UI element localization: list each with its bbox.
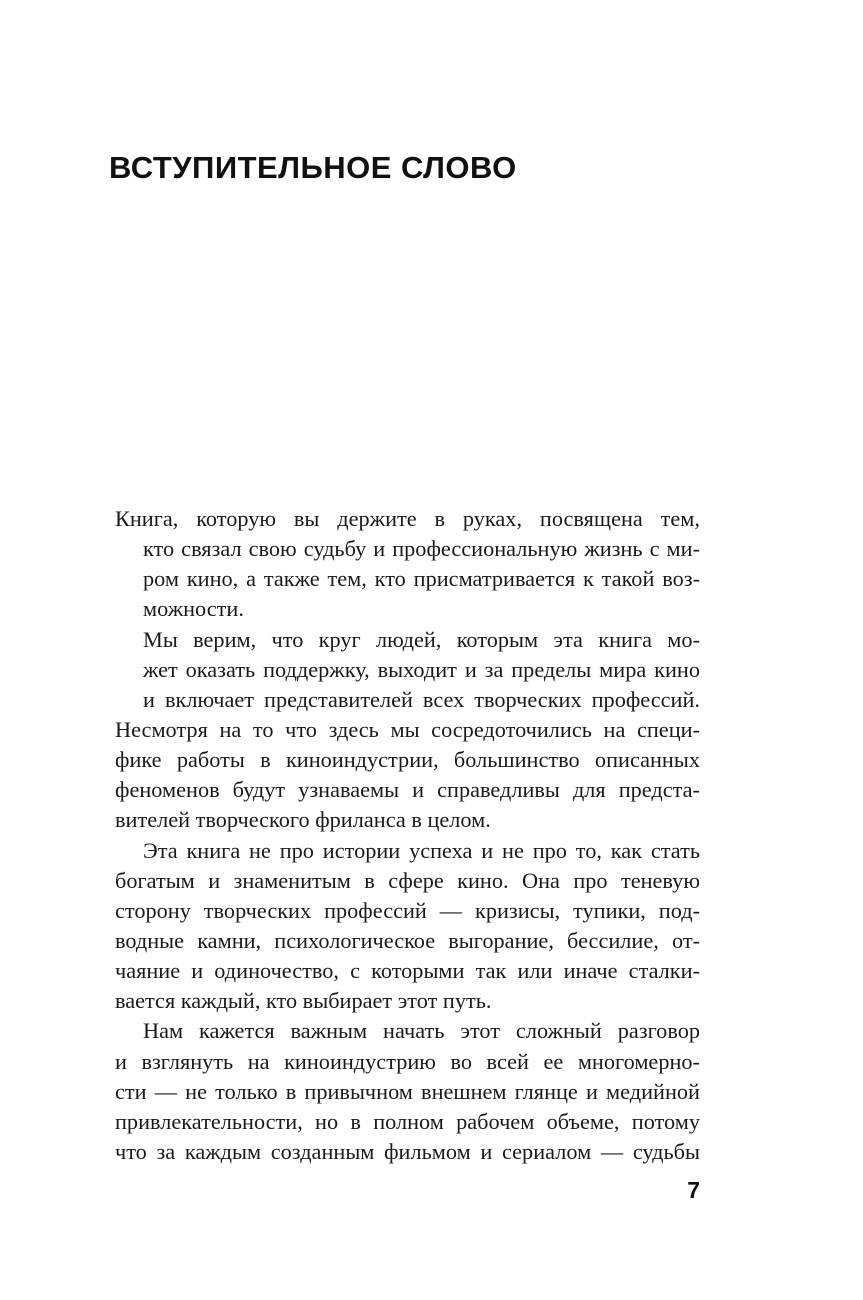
text-line: чаяние и одиночество, с которыми так или иначе сталки- bbox=[115, 958, 700, 984]
text-line: Мы верим, что круг людей, которым эта книга мо- bbox=[143, 626, 700, 652]
text-line: и взглянуть на киноиндустрию во всей ее многомерно- bbox=[115, 1048, 700, 1074]
text-line: привлекательности, но в полном рабочем объеме, потому bbox=[115, 1108, 700, 1134]
chapter-title: ВСТУПИТЕЛЬНОЕ СЛОВО bbox=[109, 150, 517, 185]
text-line: Нам кажется важным начать этот сложный разговор bbox=[143, 1018, 700, 1044]
text-line: сти — не только в привычном внешнем глянце и медийной bbox=[115, 1078, 700, 1104]
text-line: Несмотря на то что здесь мы сосредоточились на специ- bbox=[115, 716, 700, 742]
text-line: феноменов будут узнаваемы и справедливы для предста- bbox=[115, 777, 700, 803]
text-line: фике работы в киноиндустрии, большинство описанных bbox=[115, 747, 700, 773]
text-line: и включает представителей всех творческих профессий. bbox=[143, 686, 700, 712]
text-line: Книга, которую вы держите в руках, посвящена тем, bbox=[115, 506, 700, 531]
text-line: можности. bbox=[143, 596, 244, 622]
body-text bbox=[115, 504, 700, 1167]
page-number: 7 bbox=[687, 1177, 700, 1203]
text-line: вителей творческого фриланса в целом. bbox=[115, 807, 491, 833]
text-line: богатым и знаменитым в сфере кино. Она про теневую bbox=[115, 867, 700, 893]
text-line: что за каждым созданным фильмом и сериалом — судьбы bbox=[115, 1138, 700, 1164]
text-line: вается каждый, кто выбирает этот путь. bbox=[115, 988, 492, 1014]
text-line: кто связал свою судьбу и профессиональную жизнь с ми- bbox=[143, 536, 700, 562]
text-line: водные камни, психологическое выгорание, бессилие, от- bbox=[115, 927, 700, 953]
text-line: жет оказать поддержку, выходит и за пределы мира кино bbox=[143, 656, 700, 682]
text-line: ром кино, а также тем, кто присматривается к такой воз- bbox=[143, 566, 700, 592]
text-line: сторону творческих профессий — кризисы, тупики, под- bbox=[115, 897, 700, 923]
text-line: Эта книга не про истории успеха и не про то, как стать bbox=[143, 837, 700, 863]
